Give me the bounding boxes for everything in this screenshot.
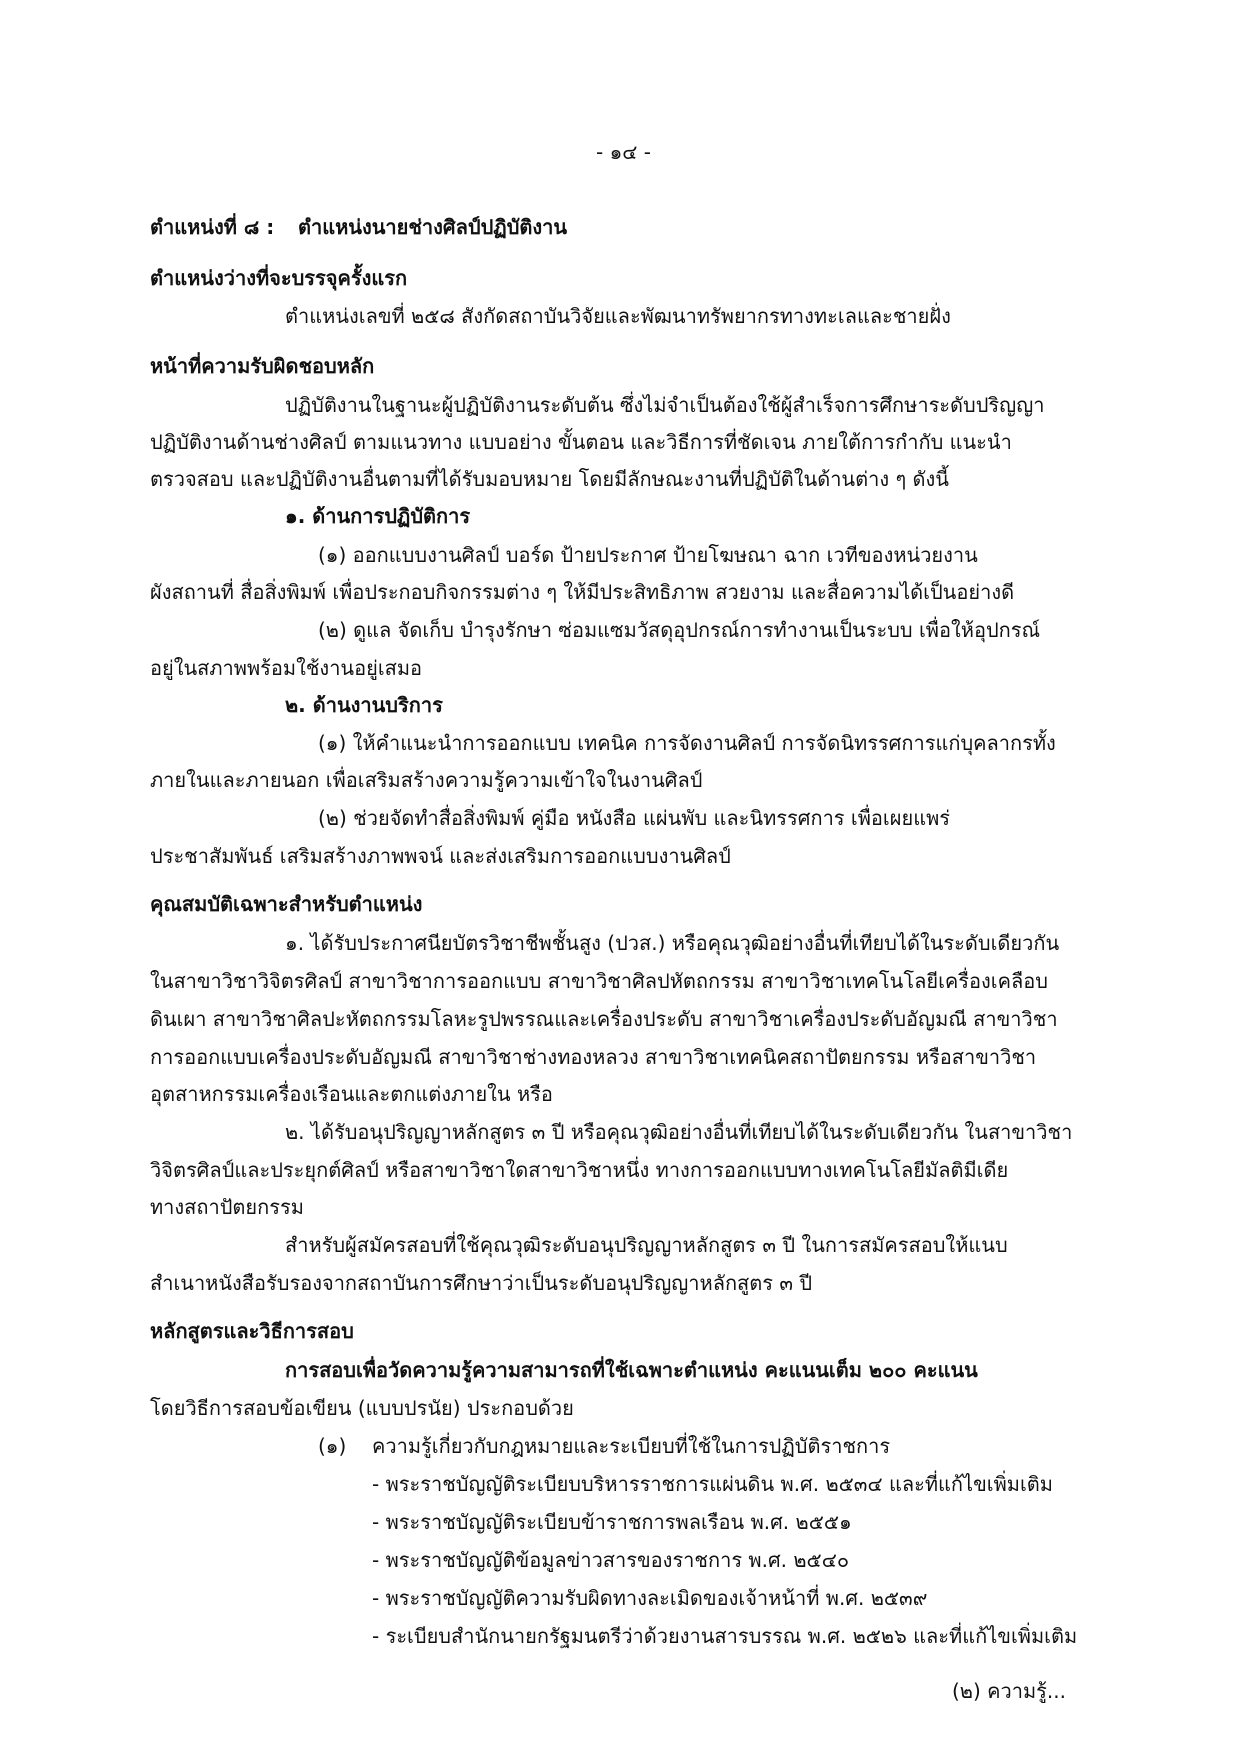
- exam-item1-text: ความรู้เกี่ยวกับกฎหมายและระเบียบที่ใช้ในการปฏิบัติราชการ: [372, 1434, 891, 1458]
- duties-section2-line: ภายในและภายนอก เพื่อเสริมสร้างความรู้ความเข้าใจในงานศิลป์: [150, 768, 703, 792]
- qualification-line: ๑. ได้รับประกาศนียบัตรวิชาชีพชั้นสูง (ปวส.) หรือคุณวุฒิอย่างอื่นที่เทียบได้ในระดับเดียวกัน: [285, 931, 1060, 955]
- vacancy-heading: ตำแหน่งว่างที่จะบรรจุครั้งแรก: [150, 266, 408, 290]
- duties-intro-line: ปฏิบัติงานด้านช่างศิลป์ ตามแนวทาง แบบอย่าง ขั้นตอน และวิธีการที่ชัดเจน ภายใต้การกำกับ แนะนำ: [150, 430, 1012, 454]
- duties-section1-line: ผังสถานที่ สื่อสิ่งพิมพ์ เพื่อประกอบกิจกรรมต่าง ๆ ให้มีประสิทธิภาพ สวยงาม และสื่อความได้เป็นอย่างดี: [150, 580, 1015, 604]
- law-item: - พระราชบัญญัติระเบียบข้าราชการพลเรือน พ.ศ. ๒๕๕๑: [372, 1510, 852, 1534]
- qualification-line: ๒. ได้รับอนุปริญญาหลักสูตร ๓ ปี หรือคุณวุฒิอย่างอื่นที่เทียบได้ในระดับเดียวกัน ในสาขาวิชา: [285, 1120, 1073, 1144]
- qualification-line: สำเนาหนังสือรับรองจากสถาบันการศึกษาว่าเป็นระดับอนุปริญญาหลักสูตร ๓ ปี: [150, 1271, 813, 1295]
- duties-intro-line: ปฏิบัติงานในฐานะผู้ปฏิบัติงานระดับต้น ซึ่งไม่จำเป็นต้องใช้ผู้สำเร็จการศึกษาระดับปริญญา: [285, 393, 1045, 417]
- qualification-line: สำหรับผู้สมัครสอบที่ใช้คุณวุฒิระดับอนุปริญญาหลักสูตร ๓ ปี ในการสมัครสอบให้แนบ: [285, 1233, 1008, 1257]
- exam-item1-number: (๑): [318, 1434, 347, 1458]
- qualification-line: อุตสาหกรรมเครื่องเรือนและตกแต่งภายใน หรือ: [150, 1082, 553, 1106]
- exam-heading: หลักสูตรและวิธีการสอบ: [150, 1319, 354, 1343]
- qualification-line: ในสาขาวิชาวิจิตรศิลป์ สาขาวิชาการออกแบบ สาขาวิชาศิลปหัตถกรรม สาขาวิชาเทคโนโลยีเครื่องเคลือบ: [150, 969, 1048, 993]
- qualification-line: ดินเผา สาขาวิชาศิลปะหัตถกรรมโลหะรูปพรรณและเครื่องประดับ สาขาวิชาเครื่องประดับอัญมณี สาขาวิชา: [150, 1007, 1058, 1031]
- vacancy-detail: ตำแหน่งเลขที่ ๒๕๘ สังกัดสถาบันวิจัยและพัฒนาทรัพยากรทางทะเลและชายฝั่ง: [285, 304, 951, 328]
- qualification-line: การออกแบบเครื่องประดับอัญมณี สาขาวิชาช่างทองหลวง สาขาวิชาเทคนิคสถาปัตยกรรม หรือสาขาวิชา: [150, 1045, 1037, 1069]
- continued-note: (๒) ความรู้...: [952, 1679, 1066, 1703]
- page-number: - ๑๔ -: [596, 140, 651, 164]
- duties-section2-line: (๑) ให้คำแนะนำการออกแบบ เทคนิค การจัดงานศิลป์ การจัดนิทรรศการแก่บุคลากรทั้ง: [318, 731, 1056, 755]
- duties-section2-line: (๒) ช่วยจัดทำสื่อสิ่งพิมพ์ คู่มือ หนังสือ แผ่นพับ และนิทรรศการ เพื่อเผยแพร่: [318, 806, 951, 830]
- qualification-line: ทางสถาปัตยกรรม: [150, 1195, 304, 1219]
- qualification-line: วิจิตรศิลป์และประยุกต์ศิลป์ หรือสาขาวิชาใดสาขาวิชาหนึ่ง ทางการออกแบบทางเทคโนโลยีมัลติมีเดีย: [150, 1158, 1009, 1182]
- duties-heading: หน้าที่ความรับผิดชอบหลัก: [150, 354, 375, 378]
- exam-subheading: การสอบเพื่อวัดความรู้ความสามารถที่ใช้เฉพาะตำแหน่ง คะแนนเต็ม ๒๐๐ คะแนน: [285, 1358, 978, 1382]
- duties-intro-line: ตรวจสอบ และปฏิบัติงานอื่นตามที่ได้รับมอบหมาย โดยมีลักษณะงานที่ปฏิบัติในด้านต่าง ๆ ดังนี้: [150, 467, 949, 491]
- duties-section1-heading: ๑. ด้านการปฏิบัติการ: [285, 504, 471, 528]
- duties-section1-line: (๒) ดูแล จัดเก็บ บำรุงรักษา ซ่อมแซมวัสดุอุปกรณ์การทำงานเป็นระบบ เพื่อให้อุปกรณ์: [318, 618, 1041, 642]
- law-item: - ระเบียบสำนักนายกรัฐมนตรีว่าด้วยงานสารบรรณ พ.ศ. ๒๕๒๖ และที่แก้ไขเพิ่มเติม: [372, 1624, 1078, 1648]
- law-item: - พระราชบัญญัติข้อมูลข่าวสารของราชการ พ.ศ. ๒๕๔๐: [372, 1548, 850, 1572]
- law-item: - พระราชบัญญัติความรับผิดทางละเมิดของเจ้าหน้าที่ พ.ศ. ๒๕๓๙: [372, 1586, 928, 1610]
- exam-method: โดยวิธีการสอบข้อเขียน (แบบปรนัย) ประกอบด้วย: [150, 1396, 574, 1420]
- position-label: ตำแหน่งที่ ๘ :: [150, 215, 275, 239]
- position-title: ตำแหน่งนายช่างศิลป์ปฏิบัติงาน: [298, 215, 568, 239]
- duties-section2-heading: ๒. ด้านงานบริการ: [285, 693, 443, 717]
- law-item: - พระราชบัญญัติระเบียบบริหารราชการแผ่นดิน พ.ศ. ๒๕๓๔ และที่แก้ไขเพิ่มเติม: [372, 1472, 1053, 1496]
- duties-section2-line: ประชาสัมพันธ์ เสริมสร้างภาพพจน์ และส่งเสริมการออกแบบงานศิลป์: [150, 844, 731, 868]
- duties-section1-line: (๑) ออกแบบงานศิลป์ บอร์ด ป้ายประกาศ ป้ายโฆษณา ฉาก เวทีของหน่วยงาน: [318, 543, 978, 567]
- duties-section1-line: อยู่ในสภาพพร้อมใช้งานอยู่เสมอ: [150, 656, 423, 680]
- qualifications-heading: คุณสมบัติเฉพาะสำหรับตำแหน่ง: [150, 892, 423, 916]
